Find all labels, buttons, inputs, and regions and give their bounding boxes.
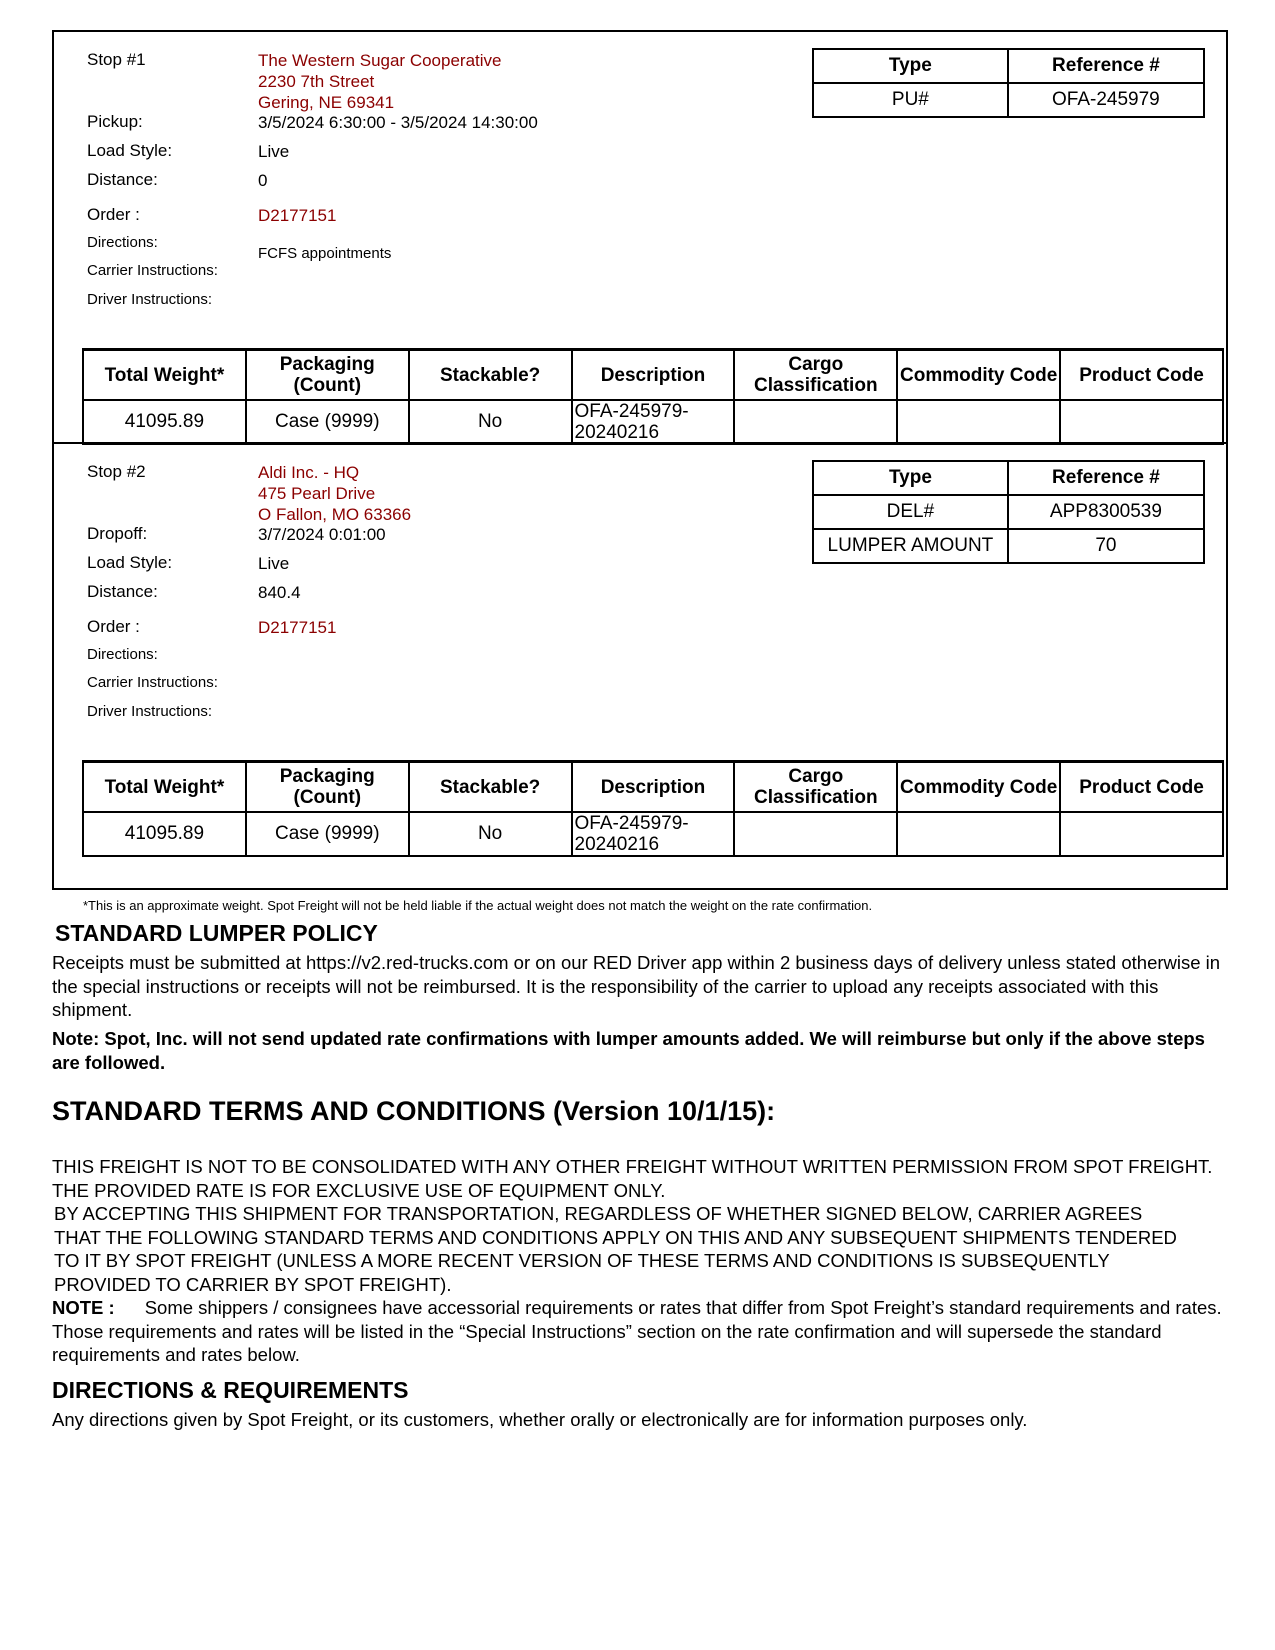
load-style-value: Live (258, 554, 290, 573)
pickup-value: 3/5/2024 6:30:00 - 3/5/2024 14:30:00 (258, 113, 538, 132)
terms-heading: STANDARD TERMS AND CONDITIONS (Version 10/1/15): (52, 1096, 776, 1126)
distance-label: Distance: (87, 582, 158, 601)
stops-frame (52, 30, 1228, 890)
cargo-product-code (1060, 812, 1223, 856)
cargo-stackable: No (409, 812, 572, 856)
cargo-header: Cargo Classification (734, 350, 897, 401)
load-style-value: Live (258, 142, 290, 161)
cargo-table (82, 760, 1224, 857)
cargo-header: Commodity Code (897, 762, 1060, 813)
cargo-description: OFA-245979-20240216 (572, 812, 735, 856)
cargo-weight: 41095.89 (83, 400, 246, 444)
cargo-product-code (1060, 400, 1223, 444)
ref-number: OFA-245979 (1008, 83, 1204, 117)
ref-header-reference: Reference # (1008, 49, 1204, 83)
ref-number: APP8300539 (1008, 495, 1204, 529)
carrier-instructions-label: Carrier Instructions: (87, 262, 218, 279)
pickup-label: Pickup: (87, 112, 143, 131)
directions-label: Directions: (87, 234, 158, 251)
stop-divider (54, 442, 1226, 444)
load-style-label: Load Style: (87, 553, 173, 572)
dropoff-value: 3/7/2024 0:01:00 (258, 525, 386, 544)
stop-citystate: Gering, NE 69341 (258, 93, 395, 112)
stop-title: Stop #1 (87, 50, 146, 69)
weight-footnote: *This is an approximate weight. Spot Freight will not be held liable if the actual weight does not match the weight on the rate confirmation. (83, 898, 873, 913)
cargo-stackable: No (409, 400, 572, 444)
dropoff-label: Dropoff: (87, 524, 148, 543)
stop-title: Stop #2 (87, 462, 146, 481)
cargo-header: Total Weight* (83, 350, 246, 401)
cargo-header: Stackable? (409, 762, 572, 813)
stop-name: Aldi Inc. - HQ (258, 463, 360, 482)
reference-table (812, 48, 1205, 118)
ref-type: DEL# (813, 495, 1008, 529)
driver-instructions-label: Driver Instructions: (87, 703, 213, 720)
cargo-packaging: Case (9999) (246, 400, 409, 444)
cargo-header: Description (572, 762, 735, 813)
cargo-packaging: Case (9999) (246, 812, 409, 856)
ref-header-reference: Reference # (1008, 461, 1204, 495)
cargo-header: Stackable? (409, 350, 572, 401)
cargo-header: Commodity Code (897, 350, 1060, 401)
cargo-classification (734, 400, 897, 444)
cargo-header: Description (572, 350, 735, 401)
terms-p1: THIS FREIGHT IS NOT TO BE CONSOLIDATED WITH ANY OTHER FREIGHT WITHOUT WRITTEN PERMISSION FROM SPOT FREIGHT. THE PROVIDED RATE IS FOR EXCLUSIVE USE OF EQUIPMENT ONLY. (52, 1156, 1213, 1201)
cargo-weight: 41095.89 (83, 812, 246, 856)
distance-label: Distance: (87, 170, 158, 189)
reference-table (812, 460, 1205, 564)
order-label: Order : (87, 205, 140, 224)
cargo-header: Packaging (Count) (246, 762, 409, 813)
cargo-commodity-code (897, 812, 1060, 856)
stop-street: 2230 7th Street (258, 72, 375, 91)
cargo-classification (734, 812, 897, 856)
load-style-label: Load Style: (87, 141, 173, 160)
terms-note (52, 1296, 1232, 1367)
order-value: D2177151 (258, 206, 337, 225)
cargo-header: Total Weight* (83, 762, 246, 813)
cargo-header: Packaging (Count) (246, 350, 409, 401)
cargo-header: Product Code (1060, 350, 1223, 401)
terms-note-body: Some shippers / consignees have accessorial requirements or rates that differ from Spot Freight’s standard requirements and rates. Those requirements and rates will be listed in the “Special Instructions” section on the rate confirmation and will supersede the standard requirements and rates below. (52, 1297, 1222, 1365)
directions-label: Directions: (87, 646, 158, 663)
distance-value: 0 (258, 171, 268, 190)
ref-type: PU# (813, 83, 1008, 117)
ref-type: LUMPER AMOUNT (813, 529, 1008, 563)
cargo-header: Product Code (1060, 762, 1223, 813)
order-value: D2177151 (258, 618, 337, 637)
order-label: Order : (87, 617, 140, 636)
cargo-table (82, 348, 1224, 445)
lumper-note: Note: Spot, Inc. will not send updated rate confirmations with lumper amounts added. We will reimburse but only if the above steps are followed. (52, 1028, 1205, 1073)
lumper-body: Receipts must be submitted at https://v2.red-trucks.com or on our RED Driver app within 2 business days of delivery unless stated otherwise in the special instructions or receipts will not be reimbursed. It is the responsibility of the carrier to upload any receipts associated with this shipment. (52, 952, 1221, 1020)
terms-note-label: NOTE : (52, 1297, 115, 1318)
distance-value: 840.4 (258, 583, 301, 602)
terms-p2: BY ACCEPTING THIS SHIPMENT FOR TRANSPORTATION, REGARDLESS OF WHETHER SIGNED BELOW, CARRIER AGREES THAT THE FOLLOWING STANDARD TERMS AND CONDITIONS APPLY ON THIS AND ANY SUBSEQUENT SHIPMENTS TENDERED TO IT BY SPOT FREIGHT (UNLESS A MORE RECENT VERSION OF THESE TERMS AND CONDITIONS IS SUBSEQUENTLY PROVIDED TO CARRIER BY SPOT FREIGHT). (54, 1203, 1177, 1295)
lumper-heading: STANDARD LUMPER POLICY (55, 920, 378, 946)
directions-body: Any directions given by Spot Freight, or its customers, whether orally or electronically are for information purposes only. (52, 1409, 1028, 1430)
ref-header-type: Type (813, 49, 1008, 83)
directions-heading: DIRECTIONS & REQUIREMENTS (52, 1377, 409, 1403)
cargo-commodity-code (897, 400, 1060, 444)
carrier-instructions-label: Carrier Instructions: (87, 674, 218, 691)
ref-header-type: Type (813, 461, 1008, 495)
stop-street: 475 Pearl Drive (258, 484, 376, 503)
stop-citystate: O Fallon, MO 63366 (258, 505, 412, 524)
driver-instructions-label: Driver Instructions: (87, 291, 213, 308)
cargo-header: Cargo Classification (734, 762, 897, 813)
directions-value: FCFS appointments (258, 245, 392, 262)
stop-name: The Western Sugar Cooperative (258, 51, 502, 70)
cargo-description: OFA-245979-20240216 (572, 400, 735, 444)
ref-number: 70 (1008, 529, 1204, 563)
